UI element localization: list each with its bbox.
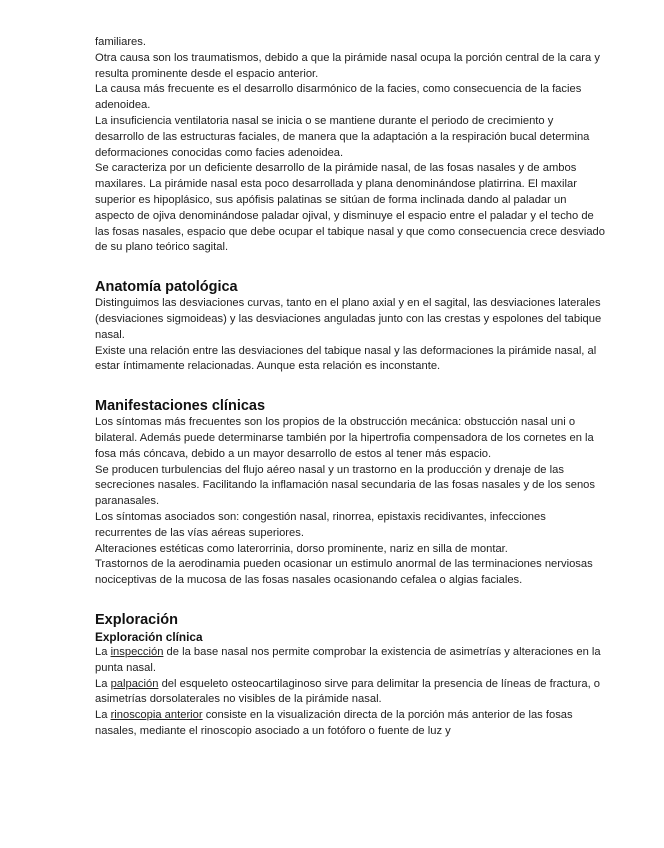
section-heading: Manifestaciones clínicas <box>95 398 266 415</box>
paragraph: Trastornos de la aerodinamia pueden ocasionar un estimulo anormal de las terminaciones nerviosas nociceptivas de la mucosa de las fosas nasales ocasionando cefalea o algias faciales. <box>95 558 593 587</box>
paragraph: Los síntomas más frecuentes son los propios de la obstrucción mecánica: obstucción nasal uni o bilateral. Además puede determinarse también por la hipertrofia compensadora de los cornetes en la fosa más cóncava, debido a un mayor desarrollo de estos al tener más espacio. <box>95 416 594 460</box>
paragraph: Los síntomas asociados son: congestión nasal, rinorrea, epistaxis recidivantes, infecciones recurrentes de las vías aéreas superiores. <box>95 510 546 539</box>
paragraph: La insuficiencia ventilatoria nasal se inicia o se mantiene durante el periodo de crecimiento y desarrollo de las estructuras faciales, de manera que la adaptación a la respiración bucal determina deformaciones conocidas como facies adenoidea. <box>95 114 590 159</box>
underlined-term: palpación <box>110 677 159 690</box>
exploracion-section <box>95 611 605 740</box>
text-span: de la base nasal nos permite comprobar la existencia de asimetrías y alteraciones en la punta nasal. <box>95 645 601 674</box>
section-heading: Exploración <box>95 611 178 628</box>
paragraph: Existe una relación entre las desviaciones del tabique nasal y las deformaciones la pirámide nasal, al estar íntimamente relacionadas. Aunque esta relación es inconstante. <box>95 344 597 373</box>
paragraph: Se producen turbulencias del flujo aéreo nasal y un trastorno en la producción y drenaje de las secreciones nasales. Facilitando la inflamación nasal secundaria de las fosas nasales y de los senos paranasales. <box>95 463 595 508</box>
anatomia-section <box>95 278 605 375</box>
paragraph: Distinguimos las desviaciones curvas, tanto en el plano axial y en el sagital, las desviaciones laterales (desviaciones sigmoideas) y las desviaciones anguladas junto con las crestas y espolones del tabique nasal. <box>95 297 602 341</box>
paragraph: familiares. <box>95 36 146 48</box>
paragraph: La causa más frecuente es el desarrollo disarmónico de la facies, como consecuencia de la facies adenoidea. <box>95 83 582 112</box>
text-column <box>95 35 605 740</box>
intro-section <box>95 35 605 256</box>
text-span: La <box>95 677 111 690</box>
text-span: La <box>95 709 111 722</box>
paragraph: Se caracteriza por un deficiente desarrollo de la pirámide nasal, de las fosas nasales y de ambos maxilares. La pirámide nasal esta poco desarrollada y plana denominándose platirrina. El maxilar superior es hipoplásico, sus apófisis palatinas se sitúan de forma inclinada dando al paladar un aspecto de ojiva denominándose paladar ojival, y disminuye el espacio entre el paladar y el techo de las fosas nasales, espacio que debe ocupar el tabique nasal y que como consecuencia crece desviado de su plano teórico sagital. <box>95 162 605 254</box>
subsection-heading: Exploración clínica <box>95 629 203 644</box>
underlined-term: inspección <box>110 645 164 658</box>
section-heading: Anatomía patológica <box>95 279 238 296</box>
paragraph <box>95 708 605 740</box>
paragraph: Otra causa son los traumatismos, debido a que la pirámide nasal ocupa la porción central de la cara y resulta prominente desde el espacio anterior. <box>95 51 600 80</box>
paragraph <box>95 645 605 677</box>
text-span: consiste en la visualización directa de la porción más anterior de las fosas nasales, mediante el rinoscopio asociado a un fotóforo o fuente de luz y <box>95 709 573 737</box>
paragraph <box>95 677 605 709</box>
underlined-term: rinoscopia anterior <box>110 709 203 722</box>
text-span: La <box>95 645 111 658</box>
text-span: del esqueleto osteocartilaginoso sirve para delimitar la presencia de líneas de fractura, o asimetrías dorsolaterales no visibles de la pirámide nasal. <box>95 677 601 706</box>
manifestaciones-section <box>95 397 605 589</box>
paragraph: Alteraciones estéticas como laterorrinia, dorso prominente, nariz en silla de montar. <box>95 542 508 555</box>
